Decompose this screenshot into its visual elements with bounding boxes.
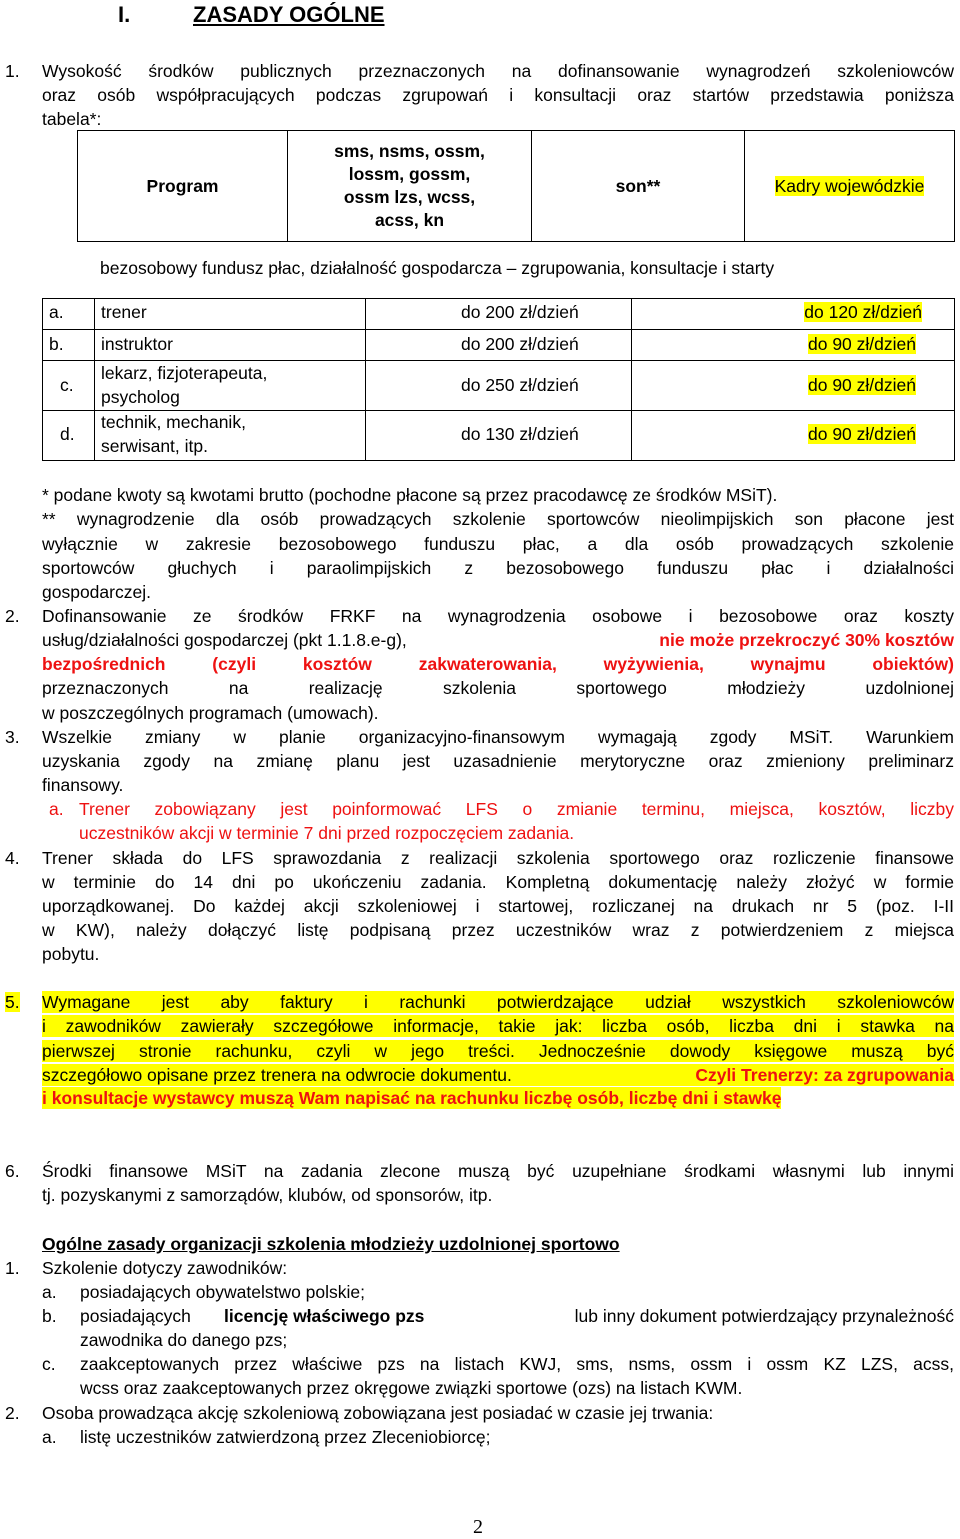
header-programs-line: sms, nsms, ossm, [334,141,485,161]
list-item-number: 1. [5,1258,20,1278]
header-program: Program [146,175,219,196]
row-kadry-amount: do 90 zł/dzień [808,334,916,354]
item-4-line: pobytu. [42,944,100,964]
item-2-line: w poszczególnych programach (umowach). [42,703,379,723]
header-kadry: Kadry wojewódzkie [774,175,925,196]
header-son: son** [615,175,661,196]
item-6-number: 6. [5,1161,20,1181]
row-amount: do 200 zł/dzień [461,302,579,322]
list-item-text: Osoba prowadząca akcję szkoleniową zobowiązana jest posiadać w czasie jej trwania: [42,1403,714,1423]
footnote-double-star: sportowców głuchych i paraolimpijskich z bezosobowego funduszu płac i działalności [42,558,954,578]
item-3a-line: uczestników akcji w terminie 7 dni przed rozpoczęciem zadania. [79,823,575,843]
item-5-line: Wymagane jest aby faktury i rachunki potwierdzające udział wszystkich szkoleniowców [42,992,954,1012]
item-2-line: Dofinansowanie ze środków FRKF na wynagrodzenia osobowe i bezosobowe oraz koszty [42,606,954,626]
footnote-star: * podane kwoty są kwotami brutto (pochodne płacone są przez pracodawcę ze środków MSiT). [42,485,778,505]
item-1-line: tabela*: [42,109,102,129]
row-kadry-amount: do 90 zł/dzień [808,424,916,444]
item-2-line: przeznaczonych na realizację szkolenia sportowego młodzieży uzdolnionej [42,678,954,698]
row-role: serwisant, itp. [101,436,208,456]
sub-item-text: zawodnika do danego pzs; [80,1330,288,1350]
item-1-line: Wysokość środków publicznych przeznaczonych na dofinansowanie wynagrodzeń szkoleniowców [42,61,954,81]
footnote-double-star: ** wynagrodzenie dla osób prowadzących szkolenie sportowców nieolimpijskich son płacone jest [42,509,954,529]
row-role: instruktor [101,334,173,354]
sub-item-letter: c. [42,1354,56,1374]
row-role: lekarz, fizjoterapeuta, [101,363,268,383]
item-5-line-4-text: szczegółowo opisane przez trenera na odwrocie dokumentu. [42,1065,512,1085]
page-number: 2 [473,1516,483,1538]
item-2-highlight: nie może przekroczyć 30% kosztów [659,630,954,650]
header-program-cell [78,131,288,242]
row-letter: d. [60,424,75,444]
item-5-highlight: i konsultacje wystawcy muszą Wam napisać na rachunku liczbę osób, liczbę dni i stawkę [42,1088,782,1108]
row-amount: do 130 zł/dzień [461,424,579,444]
header-programs-line: lossm, gossm, [348,164,471,184]
item-5-line-4-red: Czyli Trenerzy: za zgrupowania [695,1065,954,1085]
item-3a-letter: a. [49,799,64,819]
item-2-number: 2. [5,606,20,626]
list-item-number: 2. [5,1403,20,1423]
item-2-highlight: bezpośrednich (czyli kosztów zakwaterowania, wyżywienia, wynajmu obiektów) [42,654,954,674]
row-letter: b. [49,334,64,354]
row-letter: c. [60,375,74,395]
item-5-number: 5. [5,992,20,1012]
item-3-line: finansowy. [42,775,124,795]
header-programs-cell [288,131,532,242]
item-6-line: Środki finansowe MSiT na zadania zlecone muszą być uzupełniane środkami własnymi lub innymi [42,1161,954,1181]
sub-item-b-line [80,1305,954,1327]
fund-row: bezosobowy fundusz płac, działalność gospodarcza – zgrupowania, konsultacje i starty [100,258,775,278]
header-programs-line: ossm lzs, wcss, [343,187,476,207]
row-letter: a. [49,302,64,322]
row-amount: do 200 zł/dzień [461,334,579,354]
item-3a-line: Trener zobowiązany jest poinformować LFS o zmianie terminu, miejsca, kosztów, liczby [79,799,954,819]
section-number: I. [118,2,131,27]
sub-item-text: listę uczestników zatwierdzoną przez Zleceniobiorcę; [80,1427,491,1447]
item-5-line: i zawodników zawierały szczegółowe informacje, takie jak: liczba osób, liczba dni i stawka na [42,1016,954,1036]
item-6-line: tj. pozyskanymi z samorządów, klubów, od sponsorów, itp. [42,1185,493,1205]
item-3-number: 3. [5,727,20,747]
row-amount: do 250 zł/dzień [461,375,579,395]
item-3-line: Wszelkie zmiany w planie organizacyjno-finansowym wymagają zgody MSiT. Warunkiem [42,727,954,747]
item-5-line: pierwszej stronie rachunku, czyli w jego treści. Jednocześnie dowody księgowe muszą być [42,1041,954,1061]
header-kadry-cell [745,131,955,242]
list-item-text: Szkolenie dotyczy zawodników: [42,1258,288,1278]
row-role: trener [101,302,147,322]
item-1-line: oraz osób współpracujących podczas zgrupowań i konsultacji oraz startów przedstawia poniższa [42,85,954,105]
header-son-cell [532,131,745,242]
sub-item-text: posiadających obywatelstwo polskie; [80,1282,366,1302]
funding-table-header [77,130,955,242]
sub-item-text: lub inny dokument potwierdzający przynależność [574,1306,954,1326]
item-3-line: uzyskania zgody na zmianę planu jest uzasadnienie merytoryczne oraz zmieniony preliminarz [42,751,954,771]
item-1-number: 1. [5,61,20,81]
item-4-line: uporządkowanej. Do każdej akcji szkoleniowej i startowej, rozliczanej na drukach nr 5 (poz. I-II [42,896,954,916]
sub-item-text: posiadających [80,1306,191,1326]
row-kadry-amount: do 120 zł/dzień [804,302,922,322]
item-4-number: 4. [5,848,20,868]
item-4-line: Trener składa do LFS sprawozdania z realizacji szkolenia sportowego oraz rozliczenie finansowe [42,848,954,868]
sub-item-bold: licencję właściwego pzs [224,1306,425,1326]
row-role: technik, mechanik, [101,412,246,432]
footnote-double-star: gospodarczej. [42,582,151,602]
footnote-double-star: wyłącznie w zakresie bezosobowego funduszu płac, a dla osób prowadzących szkolenie [42,534,954,554]
sub-item-text: zaakceptowanych przez właściwe pzs na listach KWJ, sms, nsms, ossm i ossm KZ LZS, acss, [80,1354,954,1374]
item-4-line: w KW), należy dołączyć listę podpisaną przez uczestników wraz z potwierdzeniem z miejsca [42,920,954,940]
row-role: psycholog [101,387,180,407]
subheading: Ogólne zasady organizacji szkolenia młodzieży uzdolnionej sportowo [42,1234,620,1254]
sub-item-text: wcss oraz zaakceptowanych przez okręgowe związki sportowe (ozs) na listach KWM. [80,1378,743,1398]
sub-item-letter: a. [42,1282,57,1302]
item-2-line: usług/działalności gospodarczej (pkt 1.1.8.e-g), [42,630,407,650]
sub-item-letter: a. [42,1427,57,1447]
section-title: ZASADY OGÓLNE [193,2,385,27]
sub-item-letter: b. [42,1306,57,1326]
item-4-line: w terminie do 14 dni po ukończeniu zadania. Kompletną dokumentację należy złożyć w formie [42,872,954,892]
item-5-line-4 [42,1064,954,1086]
header-programs-line: acss, kn [374,210,445,230]
row-kadry-amount: do 90 zł/dzień [808,375,916,395]
